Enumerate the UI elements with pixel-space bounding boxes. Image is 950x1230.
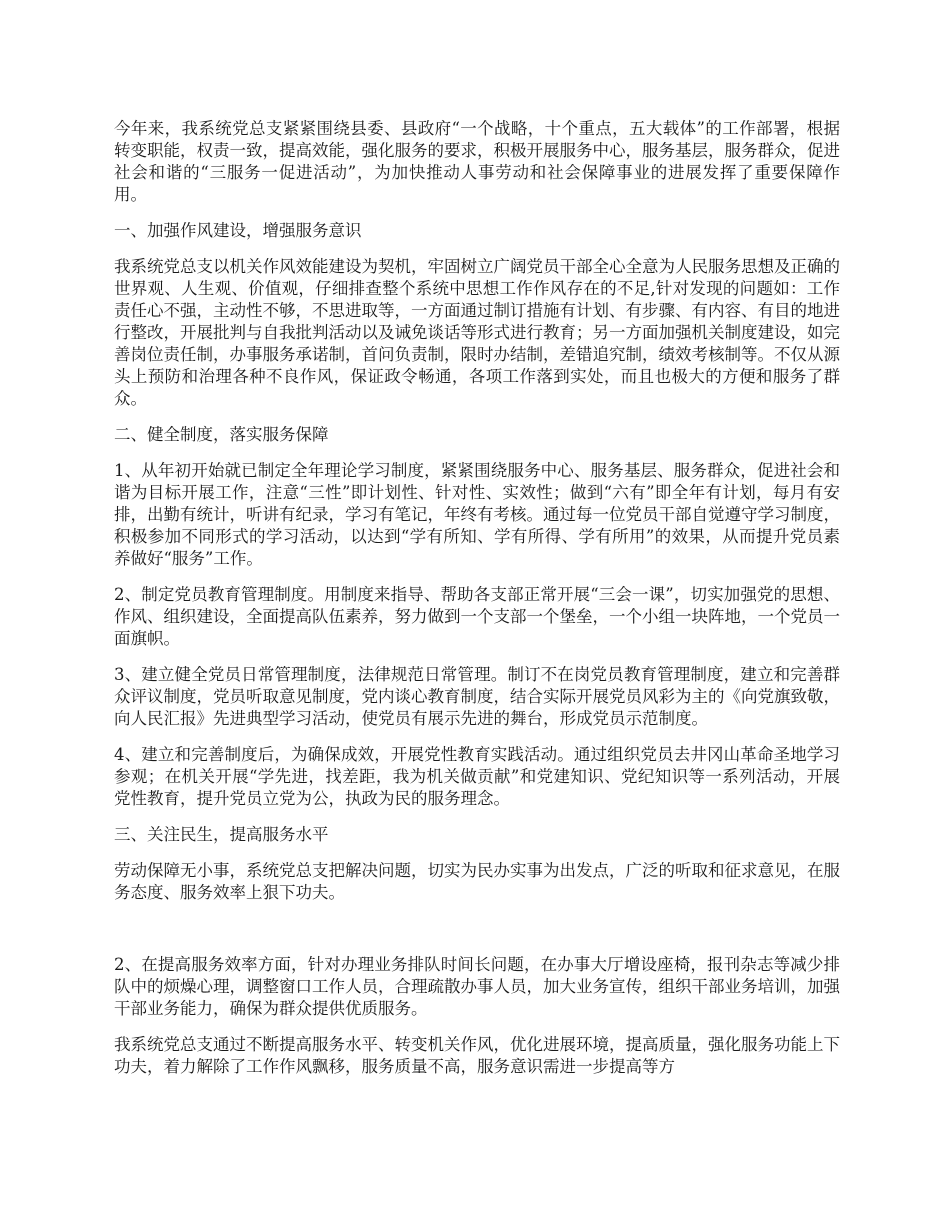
section-1-paragraph: 我系统党总支以机关作风效能建设为契机，牢固树立广阔党员干部全心全意为人民服务思想及正确的世界观、人生观、价值观，仔细排查整个系统中思想工作作风存在的不足,针对发现的问题如：工作责任心不强，主动性不够，不思进取等，一方面通过制订措施有计划、有步骤、有内容、有目的地进行整改，开展批判与自我批判活动以及诫免谈话等形式进行教育；另一方面加强机关制度建设，如完善岗位责任制，办事服务承诺制，首问负责制，限时办结制，差错追究制，绩效考核制等。不仅从源头上预防和治理各种不良作风，保证政令畅通，各项工作落到实处，而且也极大的方便和服务了群众。 (114, 257, 840, 408)
section-3-paragraph: 劳动保障无小事，系统党总支把解决问题，切实为民办实事为出发点，广泛的听取和征求意见，在服务态度、服务效率上狠下功夫。 (114, 861, 840, 902)
section-1-heading: 一、加强作风建设，增强服务意识 (114, 221, 362, 240)
section-2-heading: 二、健全制度，落实服务保障 (114, 425, 329, 444)
intro-paragraph: 今年来，我系统党总支紧紧围绕县委、县政府“一个战略，十个重点，五大载体”的工作部署，根据转变职能，权责一致，提高效能，强化服务的要求，积极开展服务中心，服务基层，服务群众，促进社会和谐的“三服务一促进活动”，为加快推动人事劳动和社会保障事业的进展发挥了重要保障作用。 (114, 119, 840, 204)
section-3-heading: 三、关注民生，提高服务水平 (114, 825, 329, 844)
document-body (114, 118, 840, 1092)
section-2-item-4: 4、建立和完善制度后，为确保成效，开展党性教育实践活动。通过组织党员去井冈山革命圣地学习参观；在机关开展“学先进，找差距，我为机关做贡献”和党建知识、党纪知识等一系列活动，开展党性教育，提升党员立党为公，执政为民的服务理念。 (114, 745, 840, 808)
section-3-item-2: 2、在提高服务效率方面，针对办理业务排队时间长问题，在办事大厅增设座椅，报刊杂志等减少排队中的烦燥心理，调整窗口工作人员，合理疏散办事人员，加大业务宣传，组织干部业务培训，加强干部业务能力，确保为群众提供优质服务。 (114, 955, 840, 1018)
section-2-item-2: 2、制定党员教育管理制度。用制度来指导、帮助各支部正常开展“三会一课”，切实加强党的思想、作风、组织建设，全面提高队伍素养，努力做到一个支部一个堡垒，一个小组一块阵地，一个党员一面旗帜。 (114, 585, 840, 648)
blank-spacer (114, 918, 840, 954)
section-2-item-3: 3、建立健全党员日常管理制度，法律规范日常管理。制订不在岗党员教育管理制度，建立和完善群众评议制度，党员听取意见制度，党内谈心教育制度，结合实际开展党员风彩为主的《向党旗致敬，向人民汇报》先进典型学习活动，使党员有展示先进的舞台，形成党员示范制度。 (114, 665, 840, 728)
closing-paragraph: 我系统党总支通过不断提高服务水平、转变机关作风，优化进展环境，提高质量，强化服务功能上下功夫，着力解除了工作作风飘移，服务质量不高，服务意识需进一步提高等方 (114, 1035, 840, 1076)
section-2-item-1: 1、从年初开始就已制定全年理论学习制度，紧紧围绕服务中心、服务基层、服务群众，促进社会和谐为目标开展工作，注意“三性”即计划性、针对性、实效性；做到“六有”即全年有计划，每月有安排，出勤有统计，听讲有纪录，学习有笔记，年终有考核。通过每一位党员干部自觉遵守学习制度，积极参加不同形式的学习活动，以达到“学有所知、学有所得、学有所用”的效果，从而提升党员素养做好“服务”工作。 (114, 461, 840, 568)
